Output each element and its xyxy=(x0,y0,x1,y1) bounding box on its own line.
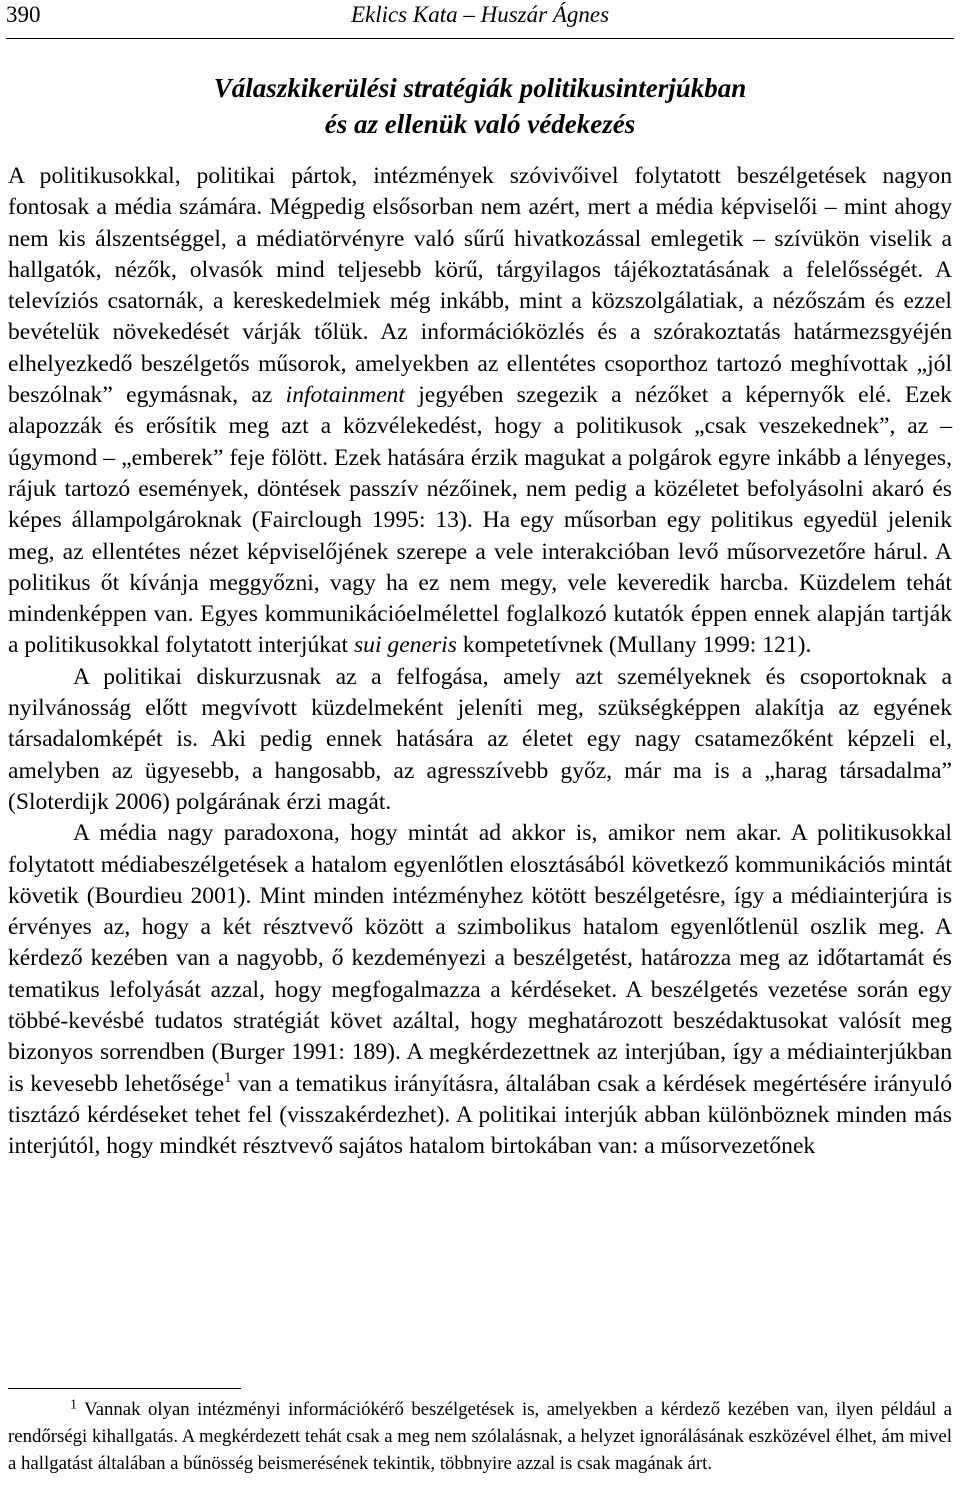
paragraph-1-part-2: jegyében szegezik a nézőket a képernyők elé. Ezek alapozzák és erősítik meg azt a közvélekedést, hogy a politikusok „csak veszekednek”, az – úgymond – „emberek” feje fölött. Ezek hatására érzik magukat a polgárok egyre inkább a lényeges, rájuk tartozó események, döntések passzív nézőinek, nem pedig a közéletet befolyásolni akaró és képes állampolgároknak (Fairclough 1995: 13). Ha egy műsorban egy politikus egyedül jelenik meg, az ellentétes nézet képviselőjének szerepe a vele interakcióban levő műsorvezetőre hárul. A politikus őt kívánja meggyőzni, vagy ha ez nem megy, vele keveredik harcba. Küzdelem tehát mindenképpen van. Egyes kommunikációelmélettel foglalkozó kutatók éppen ennek alapján tartják a politikusokkal folytatott interjúkat xyxy=(8,382,952,659)
footnote xyxy=(8,1396,952,1477)
page-header xyxy=(6,2,954,36)
body-text xyxy=(8,161,952,1163)
paragraph-3 xyxy=(8,818,952,1162)
footnote-rule xyxy=(8,1388,241,1389)
paragraph-3-part-2: van a tematikus irányításra, általában csak a kérdések megértésére irányuló tisztázó kérdéseket tehet fel (visszakérdezhet). A politikai interjúk abban különböznek minden más interjútól, hogy mindkét résztvevő sajátos hatalom birtokában van: a műsorvezetőnek xyxy=(8,1070,953,1160)
section-title-line-1: Válaszkikerülési stratégiák politikusinterjúkban xyxy=(213,73,747,103)
term-infotainment: infotainment xyxy=(285,382,405,409)
paragraph-1-part-3: kompetetívnek (Mullany 1999: 121). xyxy=(456,632,812,659)
section-title xyxy=(0,70,960,142)
section-title-line-2: és az ellenük való védekezés xyxy=(324,109,636,139)
paragraph-2: A politikai diskurzusnak az a felfogása, amely azt személyeknek és csoportoknak a nyilvánosság előtt megvívott küzdelmeként jeleníti meg, szükségképpen alakítja az egyének társadalomképét is. Aki pedig ennek hatására az életet egy nagy csatamezőként képzeli el, amelyben az ügyesebb, a hangosabb, az agresszívebb győz, már ma is a „harag társadalma” (Sloterdijk 2006) polgárának érzi magát. xyxy=(8,663,952,815)
footnote-marker: 1 xyxy=(70,1396,78,1413)
paragraph-3-part-1: A média nagy paradoxona, hogy mintát ad akkor is, amikor nem akar. A politikusokkal folytatott médiabeszélgetések a hatalom egyenlőtlen elosztásából következő kommunikációs mintát követik (Bourdieu 2001). Mint minden intézményhez kötött beszélgetésre, így a médiainterjúra is érvényes az, hogy a két résztvevő között a szimbolikus hatalom egyenlőtlenül oszlik meg. A kérdező kezében van a nagyobb, ő kezdeményezi a beszélgetést, határozza meg az időtartamát és tematikus lefolyását azzal, hogy megfogalmazza a kérdéseket. A beszélgetés vezetése során egy többé-kevésbé tudatos stratégiát követ azáltal, hogy meghatározott beszédaktusokat valósít meg bizonyos sorrendben (Burger 1991: 189). A megkérdezettnek az interjúban, így a médiainterjúkban is kevesebb lehetősége xyxy=(8,820,952,1097)
running-head: Eklics Kata – Huszár Ágnes xyxy=(350,2,610,27)
page-number: 390 xyxy=(6,2,41,27)
paragraph-1 xyxy=(8,161,952,662)
paragraph-1-part-1: A politikusokkal, politikai pártok, intézmények szóvivőivel folytatott beszélgetések nagyon fontosak a média számára. Mégpedig elsősorban nem azért, mert a média képviselői – mint ahogy nem kis álszentséggel, a médiatörvényre való sűrű hivatkozással emlegetik – szívükön viselik a hallgatók, nézők, olvasók mind teljesebb körű, tárgyilagos tájékoztatásának a felelősségét. A televíziós csatornák, a kereskedelmiek még inkább, mint a közszolgálatiak, a nézőszám és ezzel bevételük növekedését várják tőlük. Az információközlés és a szórakoztatás határmezsgyéjén elhelyezkedő beszélgetős műsorok, amelyekben az ellentétes csoporthoz tartozó meghívottak „jól beszólnak” egymásnak, az xyxy=(8,163,952,409)
footnote-reference[interactable]: 1 xyxy=(224,1069,232,1086)
footnote-text: Vannak olyan intézményi információkérő beszélgetések is, amelyekben a kérdező kezében van, ilyen például a rendőrségi kihallgatás. A megkérdezett tehát csak a meg nem szólalásnak, a helyzet ignorálásának eszközével élhet, ám mivel a hallgatást általában a bűnösség beismerésének tekintik, többnyire azzal is csak magának árt. xyxy=(8,1399,952,1474)
header-rule xyxy=(6,38,954,39)
term-sui-generis: sui generis xyxy=(353,632,457,659)
